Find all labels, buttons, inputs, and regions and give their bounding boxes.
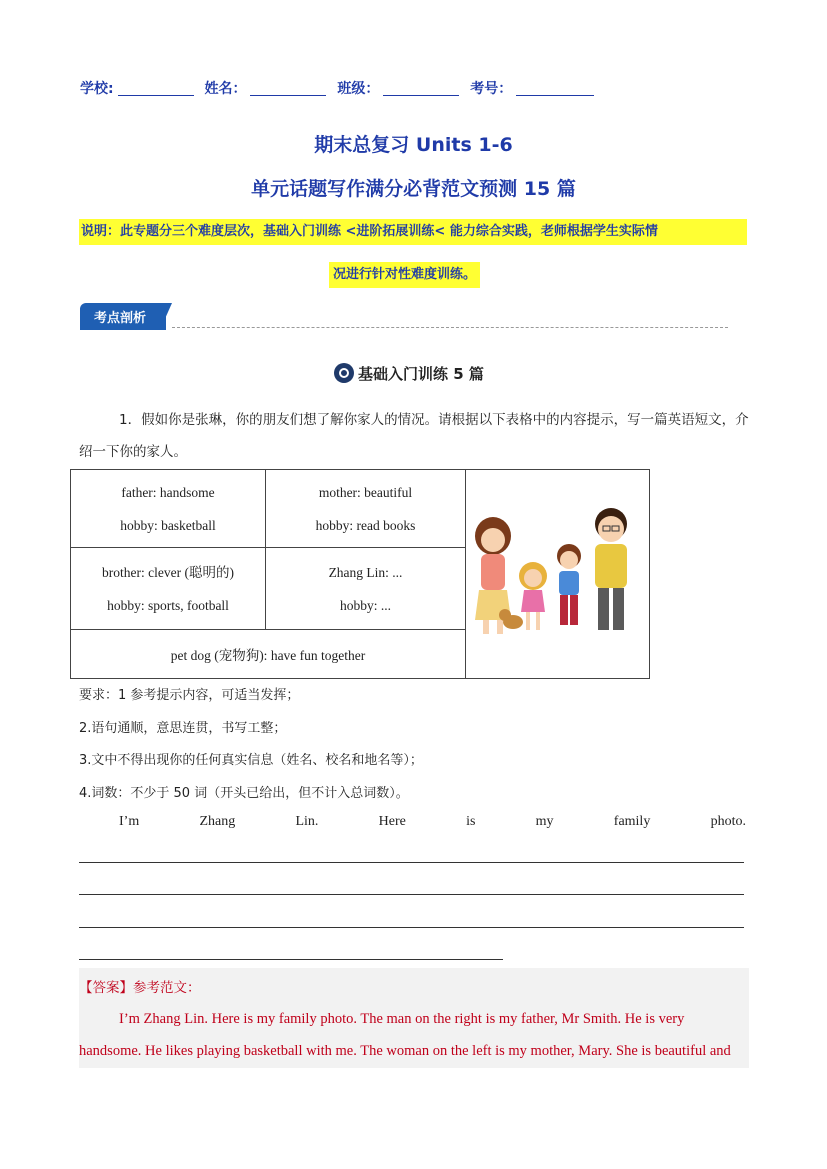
start-word: Zhang bbox=[199, 814, 236, 829]
start-word: I’m bbox=[119, 814, 140, 829]
requirement-1: 要求：1 参考提示内容，可适当发挥； bbox=[79, 688, 300, 703]
section-divider bbox=[172, 327, 728, 328]
info-table bbox=[70, 469, 650, 679]
start-word: photo. bbox=[710, 814, 746, 829]
page-subtitle: 单元话题写作满分必背范文预测 15 篇 bbox=[251, 178, 576, 200]
father-hobby: hobby: basketball bbox=[120, 517, 216, 533]
page-title: 期末总复习 Units 1-6 bbox=[314, 134, 513, 156]
family-illustration bbox=[467, 470, 649, 674]
requirement-4: 4.词数：不少于 50 词（开头已给出，但不计入总词数）。 bbox=[79, 786, 409, 801]
family-photo-cell bbox=[466, 470, 650, 679]
answer-heading: 【答案】参考范文： bbox=[79, 980, 201, 996]
start-word: Lin. bbox=[295, 814, 319, 829]
requirement-2: 2.语句通顺，意思连贯，书写工整； bbox=[79, 721, 287, 736]
name-blank[interactable] bbox=[250, 82, 326, 96]
start-sentence bbox=[79, 814, 746, 830]
brother-cell bbox=[71, 548, 266, 630]
mother-trait: mother: beautiful bbox=[318, 484, 413, 500]
mother-hobby: hobby: read books bbox=[315, 517, 416, 533]
question-text: 1．假如你是张琳，你的朋友们想了解你家人的情况。请根据以下表格中的内容提示，写一篇英语短文，介绍一下你的家人。 bbox=[79, 412, 749, 460]
answer-line-2: handsome. He likes playing basketball with me. The woman on the left is my mother, Mary. She is beautiful and bbox=[79, 1043, 731, 1059]
girl-figure bbox=[519, 562, 547, 630]
class-label: 班级： bbox=[337, 81, 380, 97]
brother-hobby: hobby: sports, football bbox=[107, 597, 229, 613]
note-line-2: 况进行针对性难度训练。 bbox=[329, 262, 480, 288]
headphone-icon bbox=[334, 363, 354, 383]
father-cell bbox=[71, 470, 266, 548]
school-label: 学校: bbox=[80, 81, 114, 97]
pet-cell: pet dog (宠物狗): have fun together bbox=[71, 630, 466, 679]
start-word: Here bbox=[378, 814, 406, 829]
boy-figure bbox=[557, 544, 581, 625]
zhanglin-cell bbox=[266, 548, 466, 630]
note-line-1: 说明：此专题分三个难度层次，基础入门训练 <进阶拓展训练< 能力综合实践，老师根据学生实际情 bbox=[79, 219, 747, 245]
zhanglin-trait: Zhang Lin: ... bbox=[328, 564, 403, 580]
writing-line[interactable] bbox=[79, 959, 503, 960]
mother-cell bbox=[266, 470, 466, 548]
answer-line-1: I’m Zhang Lin. Here is my family photo. The man on the right is my father, Mr Smith. He is very bbox=[119, 1011, 685, 1027]
father-figure bbox=[595, 508, 627, 630]
start-word: my bbox=[535, 814, 554, 829]
father-trait: father: handsome bbox=[121, 484, 215, 500]
class-blank[interactable] bbox=[383, 82, 459, 96]
name-label: 姓名： bbox=[204, 81, 247, 97]
sub-heading bbox=[334, 360, 484, 386]
section-tab bbox=[80, 303, 172, 330]
writing-line[interactable] bbox=[79, 927, 744, 928]
school-blank[interactable] bbox=[118, 82, 194, 96]
start-word: is bbox=[466, 814, 476, 829]
requirement-3: 3.文中不得出现你的任何真实信息（姓名、校名和地名等）； bbox=[79, 753, 423, 768]
zhanglin-hobby: hobby: ... bbox=[339, 597, 391, 613]
section-tab-label: 考点剖析 bbox=[94, 311, 147, 326]
exam-no-label: 考号： bbox=[470, 81, 513, 97]
answer-text bbox=[79, 1003, 749, 1067]
sub-heading-text: 基础入门训练 5 篇 bbox=[358, 364, 484, 383]
writing-line[interactable] bbox=[79, 862, 744, 863]
start-word: family bbox=[613, 814, 651, 829]
writing-line[interactable] bbox=[79, 894, 744, 895]
brother-trait: brother: clever (聪明的) bbox=[102, 564, 234, 580]
exam-no-blank[interactable] bbox=[516, 82, 594, 96]
student-info-row bbox=[80, 78, 760, 98]
